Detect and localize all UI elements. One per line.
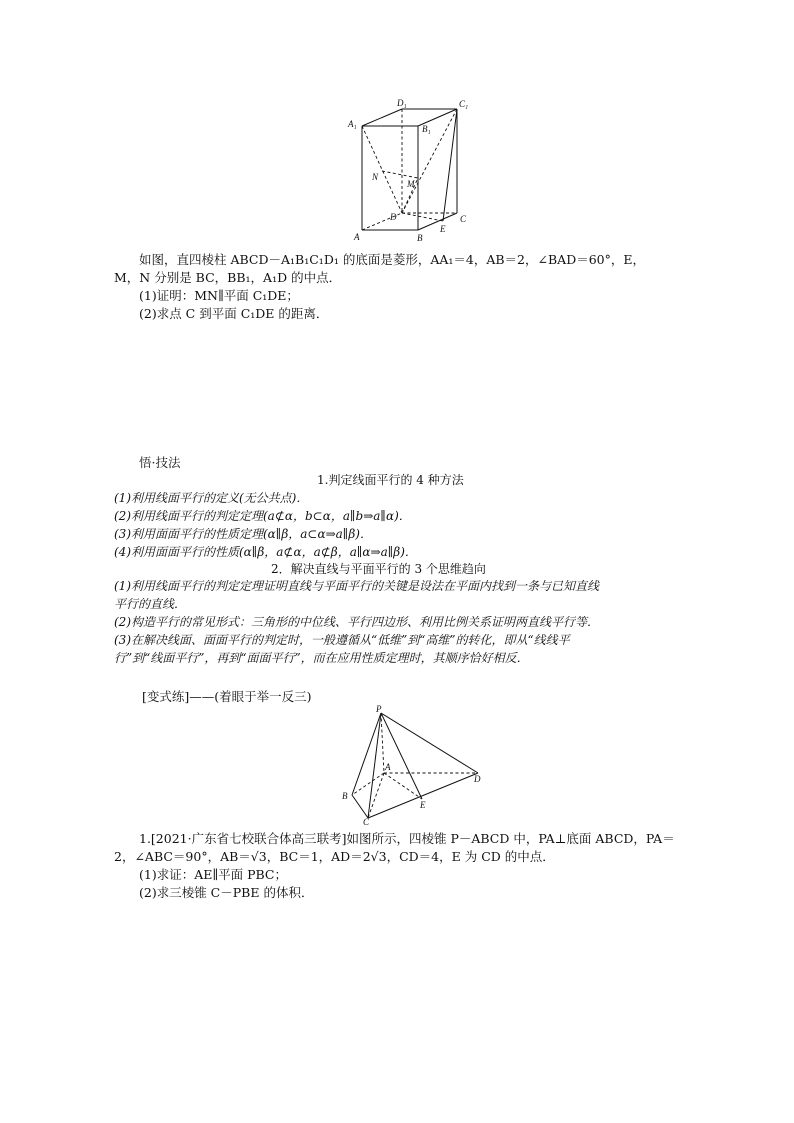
edge-d1-a1: [362, 109, 402, 126]
edge-m-n: [382, 171, 418, 178]
practice-line-1: 1.[2021·广东省七校联合体高三联考]如图所示，四棱锥 P－ABCD 中，PA⊥底面 ABCD，PA＝: [139, 831, 675, 846]
edge-c1-e: [443, 109, 457, 221]
label-a1: A₁: [348, 119, 357, 129]
method-item-2: (2)利用线面平行的判定定理(a⊄α，b⊂α，a∥b⇒a∥α)．: [114, 509, 411, 523]
label-p: P: [376, 704, 382, 714]
pyramid-figure: [334, 703, 494, 825]
label-c: C: [363, 817, 370, 825]
method-note-1a: (1)利用线面平行的判定定理证明直线与平面平行的关键是设法在平面内找到一条与已知直线: [114, 579, 600, 593]
label-m: M: [407, 179, 415, 189]
label-b: B: [417, 233, 423, 243]
edge-p-b: [352, 713, 381, 795]
practice-header: [变式练]——(着眼于举一反三): [142, 689, 312, 704]
method-item-4: (4)利用面面平行的性质(α∥β，a⊄α，a⊄β，a∥α⇒a∥β)．: [114, 545, 417, 559]
label-a: A: [354, 232, 360, 242]
label-b: B: [342, 791, 348, 801]
label-d: D: [474, 774, 481, 784]
edge-p-a: [381, 713, 384, 773]
method-note-3b: 行”到“线面平行”，再到“面面平行”，而在应用性质定理时，其顺序恰好相反．: [114, 651, 529, 665]
edge-a-b: [352, 773, 384, 795]
method-subtitle-2: 2．解决直线与平面平行的 3 个思维趋向: [271, 562, 486, 576]
label-c: C: [460, 214, 467, 224]
edge-b-c: [352, 795, 368, 818]
label-d1: D₁: [397, 98, 407, 108]
method-title: 悟·技法: [139, 455, 181, 470]
practice-question-1: (1)求证：AE∥平面 PBC；: [139, 867, 287, 882]
edge-c-d: [368, 773, 478, 818]
problem-line-1: 如图，直四棱柱 ABCD－A₁B₁C₁D₁ 的底面是菱形，AA₁＝4，AB＝2，∠BAD＝60°，E，: [139, 252, 645, 267]
method-note-2: (2)构造平行的常见形式：三角形的中位线、平行四边形、利用比例关系证明两直线平行等．: [114, 615, 600, 629]
label-a: A: [385, 762, 391, 772]
label-c1: C₁: [459, 99, 469, 109]
label-n: N: [372, 172, 379, 182]
edge-b-c: [418, 213, 457, 230]
problem-line-2: M，N 分别是 BC，BB₁，A₁D 的中点．: [114, 270, 342, 285]
edge-p-c: [368, 713, 381, 818]
method-item-1: (1)利用线面平行的定义(无公共点)．: [114, 491, 309, 505]
problem-question-1: (1)证明：MN∥平面 C₁DE；: [139, 288, 299, 303]
label-d: D: [390, 212, 397, 222]
method-item-3: (3)利用面面平行的性质定理(α∥β，a⊂α⇒a∥β)．: [114, 527, 372, 541]
label-e: E: [420, 800, 426, 810]
prism-figure: [340, 95, 480, 245]
label-b1: B₁: [422, 124, 431, 134]
label-e: E: [440, 224, 446, 234]
practice-question-2: (2)求三棱锥 C－PBE 的体积．: [139, 885, 314, 900]
practice-line-2: 2，∠ABC＝90°，AB＝√3，BC＝1，AD＝2√3，CD＝4，E 为 CD 的中点．: [114, 849, 555, 864]
problem-question-2: (2)求点 C 到平面 C₁DE 的距离．: [139, 306, 329, 321]
method-note-1b: 平行的直线．: [114, 597, 187, 611]
edge-d-e: [402, 213, 443, 221]
method-subtitle-1: 1.判定线面平行的 4 种方法: [317, 473, 464, 487]
method-note-3a: (3)在解决线面、面面平行的判定时，一般遵循从“低维”到“高维”的转化，即从“线线平: [114, 633, 570, 647]
edge-a1-d: [362, 126, 402, 213]
